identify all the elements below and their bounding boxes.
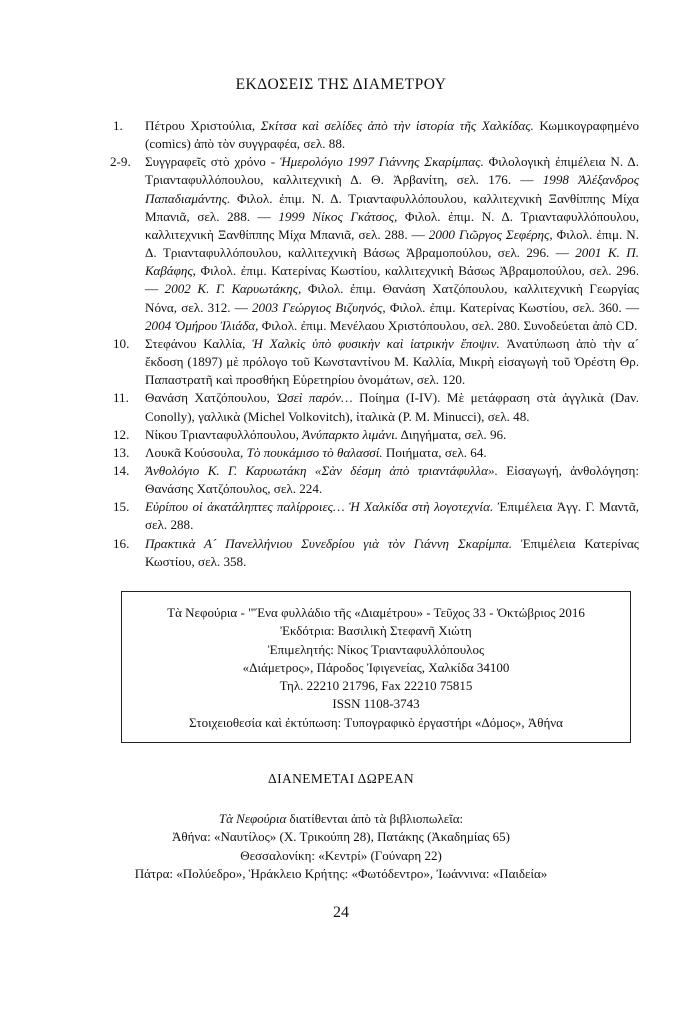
item-text: Νίκου Τριανταφυλλόπουλου,: [145, 426, 303, 442]
item-text: Ποίημα (I-IV). Μὲ μετάφραση στὰ ἀγγλικὰ (Dav. Conolly), γαλλικὰ (Michel Volkovitch), ἰταλικὰ (P. M. Minucci), σελ. 48.: [145, 390, 639, 424]
item-text: Φιλολογικὴ ἐπιμέλεια Ν. Δ. Τριανταφυλλόπουλου, καλλιτεχνικὴ Δ. Θ. Ἀρβανίτη, σελ. 176. —: [145, 154, 639, 188]
item-number: 15.: [113, 499, 130, 515]
page-title: ΕΚΔΟΣΕΙΣ ΤΗΣ ΔΙΑΜΕΤΡΟΥ: [235, 76, 447, 93]
item-title-text: Ἡ Χαλκὶς ὑπὸ φυσικὴν καὶ ἰατρικὴν ἔποψιν.: [252, 335, 500, 351]
item-number: 11.: [113, 390, 129, 406]
item-text: Εἰσαγωγή, ἀνθολόγηση: Θανάσης Χατζόπουλος, σελ. 224.: [145, 462, 639, 497]
item-text: Θανάση Χατζόπουλου,: [145, 390, 277, 406]
list-item: [113, 117, 639, 153]
colophon-line: «Διάμετρος», Πάροδος Ἰφιγενείας, Χαλκίδα 34100: [242, 659, 510, 675]
item-title-text: 2001 Κ. Π. Καβάφης,: [145, 245, 639, 279]
list-item: [113, 498, 639, 534]
item-number: 13.: [113, 444, 130, 460]
item-title-text: Ὡσεὶ παρόν…: [276, 390, 353, 406]
list-item: [113, 444, 639, 462]
item-text: Φιλολ. ἐπιμ. Ν. Δ. Τριανταφυλλόπουλου, καλλιτεχνικὴ Ξανθίππης Μίχα Μπανιᾶ, σελ. 288. —: [145, 208, 639, 242]
item-text: Ποιήματα, σελ. 64.: [382, 444, 487, 460]
item-text: Στεφάνου Καλλία,: [145, 335, 253, 351]
item-text: Φιλολ. ἐπιμ. Θανάση Χατζόπουλου, καλλιτεχνικὴ Γεωργίας Νόνα, σελ. 312. —: [145, 281, 639, 315]
distribution-heading: ΔΙΑΝΕΜΕΤΑΙ ΔΩΡΕΑΝ: [268, 771, 414, 786]
item-text: Ἐπιμέλεια Κατερίνας Κωστίου, σελ. 358.: [145, 535, 639, 569]
item-text: Πέτρου Χριστούλια,: [145, 118, 261, 133]
item-title-text: 2004 Ὁμήρου Ἰλιάδα,: [145, 317, 259, 333]
item-number: 12.: [113, 426, 130, 442]
colophon-line: Τηλ. 22210 21796, Fax 22210 75815: [279, 678, 473, 694]
distribution-line: Πάτρα: «Πολύεδρο», Ἡράκλειο Κρήτης: «Φωτόδεντρο», Ἰωάννινα: «Παιδεία»: [134, 865, 548, 881]
item-title-text: Ἡμερολόγιο 1997 Γιάννης Σκαρίμπας.: [279, 154, 484, 170]
item-text: Ἀνατύπωση ἀπὸ τὴν α´ ἔκδοση (1897) μὲ πρόλογο τοῦ Κωνσταντίνου Μ. Καλλία, Μικρὴ εἰσαγωγὴ τοῦ Ὀρέστη Θρ. Παπαστρατῆ καὶ προσθήκη Εὑρετηρίου ὀνομάτων, σελ. 120.: [145, 335, 640, 388]
list-item: [113, 426, 639, 444]
list-item: [113, 462, 639, 498]
item-title-text: Εὐρίπου οἱ ἀκατάληπτες παλίρροιες… Ἡ Χαλκίδα στὴ λογοτεχνία.: [145, 499, 494, 515]
list-item: [110, 153, 640, 335]
page-number: 24: [333, 904, 349, 921]
item-text: Φιλολ. ἐπιμ. Μενέλαου Χριστόπουλου, σελ. 280. Συνοδεύεται ἀπὸ CD.: [258, 317, 638, 333]
item-title-text: Σκίτσα καὶ σελίδες ἀπὸ τὴν ἱστορία τῆς Χαλκίδας.: [260, 118, 534, 133]
item-title-text: Ἀνύπαρκτο λιμάνι.: [302, 426, 398, 442]
item-title-text: Ἀνθολόγιο Κ. Γ. Καρυωτάκη «Σὰν δέσμη ἀπὸ τριαντάφυλλα».: [145, 462, 498, 478]
item-title-text: 2003 Γεώργιος Βιζυηνός,: [252, 299, 386, 315]
distribution-line: Τὰ Νεφούρια διατίθενται ἀπὸ τὰ βιβλιοπωλεῖα:: [218, 811, 464, 826]
item-text: Συγγραφεῖς στὸ χρόνο -: [145, 154, 280, 170]
item-text: Κωμικογραφημένο (comics) ἀπὸ τὸν συγγραφέα, σελ. 88.: [145, 118, 639, 152]
colophon-line: Στοιχειοθεσία καὶ ἐκτύπωση: Τυπογραφικὸ ἐργαστήρι «Δόμος», Ἀθήνα: [189, 714, 563, 730]
item-number: 14.: [113, 462, 130, 478]
item-title-text: 2000 Γιῶργος Σεφέρης,: [428, 226, 553, 242]
distribution-line: Θεσσαλονίκη: «Κεντρί» (Γούναρη 22): [240, 847, 442, 863]
item-title-text: Τὸ πουκάμισο τὸ θαλασσί.: [246, 444, 383, 460]
item-number: 16.: [113, 535, 130, 551]
item-title-text: Πρακτικὰ Α´ Πανελλήνιου Συνεδρίου γιὰ τὸν Γιάννη Σκαρίμπα.: [145, 535, 513, 551]
list-item: [113, 389, 639, 425]
item-title-text: 1999 Νίκος Γκάτσος,: [278, 208, 398, 224]
item-text: Λουκᾶ Κούσουλα,: [145, 444, 247, 460]
item-title-text: 1998 Ἀλέξανδρος Παπαδιαμάντης.: [145, 172, 640, 206]
list-item: [113, 335, 639, 389]
item-title-text: 2002 Κ. Γ. Καρυωτάκης,: [164, 281, 302, 297]
distribution-line: Ἀθήνα: «Ναυτίλος» (Χ. Τρικούπη 28), Πατάκης (Ἀκαδημίας 65): [172, 829, 510, 845]
colophon-line: Τὰ Νεφούρια - "Ἕνα φυλλάδιο τῆς «Διαμέτρου» - Τεῦχος 33 - Ὀκτώβριος 2016: [167, 605, 585, 620]
item-text: Φιλολ. ἐπιμ. Κατερίνας Κωστίου, σελ. 360. —: [385, 299, 640, 315]
colophon-line: Ἐπιμελητής: Νίκος Τριανταφυλλόπουλος: [267, 641, 485, 657]
item-text: Φιλολ. ἐπιμ. Ν. Δ. Τριανταφυλλόπουλου, καλλιτεχνικὴ Βάσως Ἀβραμοπούλου, σελ. 296. —: [145, 226, 640, 261]
item-text: Φιλολ. ἐπιμ. Ν. Δ. Τριανταφυλλόπουλου, καλλιτεχνικὴ Ξανθίππης Μίχα Μπανιᾶ, σελ. 288. —: [145, 190, 639, 224]
item-text: Φιλολ. ἐπιμ. Κατερίνας Κωστίου, καλλιτεχνικὴ Βάσως Ἀβραμοπούλου, σελ. 296. —: [145, 263, 639, 297]
item-number: 1.: [113, 118, 123, 133]
magazine-name: Τὰ Νεφούρια: [218, 811, 287, 826]
colophon-box: [121, 591, 631, 743]
publications-list: [110, 117, 640, 571]
item-text: Ἐπιμέλεια Ἀγγ. Γ. Μαντᾶ, σελ. 288.: [145, 499, 640, 533]
colophon-line: ISSN 1108-3743: [332, 696, 420, 712]
item-text: Διηγήματα, σελ. 96.: [397, 426, 507, 442]
colophon-line: Ἐκδότρια: Βασιλικὴ Στεφανῆ Χιώτη: [280, 623, 472, 639]
item-number: 2-9.: [110, 154, 131, 170]
distribution-block: [0, 810, 682, 883]
item-number: 10.: [113, 335, 130, 351]
list-item: [113, 535, 639, 571]
